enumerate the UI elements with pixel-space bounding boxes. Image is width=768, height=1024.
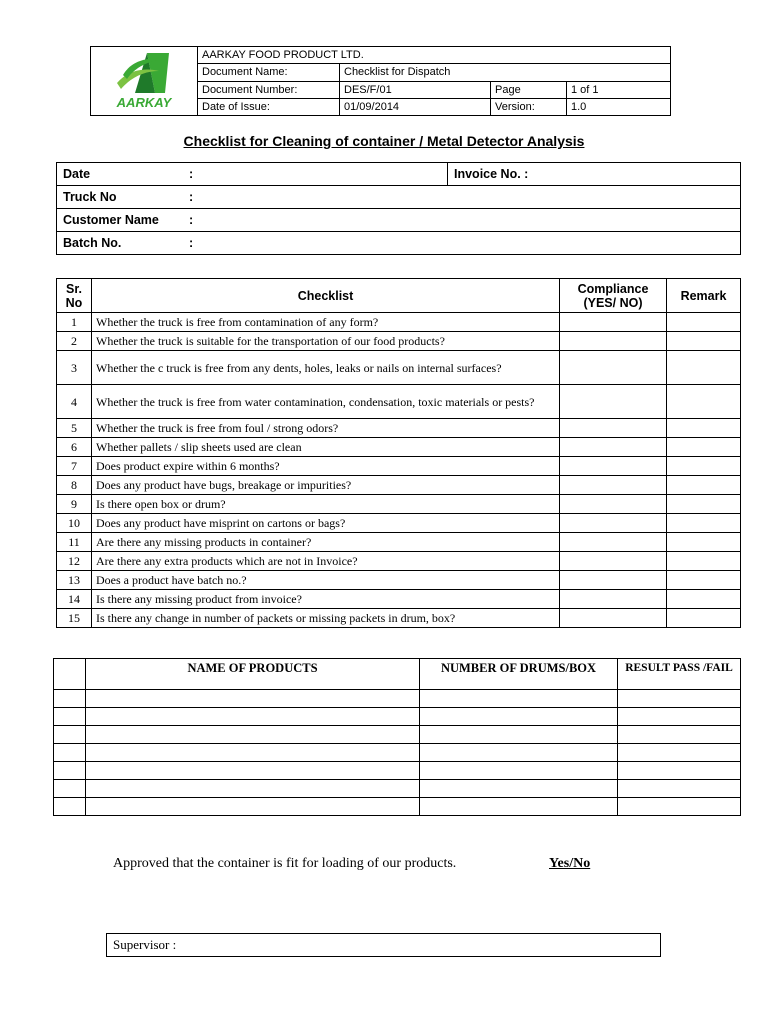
sr-no: 15 [57,609,92,628]
checklist-item: Does any product have misprint on cartons or bags? [92,514,560,533]
checklist-item: Are there any extra products which are not in Invoice? [92,552,560,571]
page-value: 1 of 1 [567,81,671,98]
remark-cell[interactable] [667,552,741,571]
checklist-row [57,609,741,628]
logo-text: AARKAY [116,94,172,110]
result-cell[interactable] [618,708,741,726]
sr-no: 6 [57,438,92,457]
sr-no: 13 [57,571,92,590]
result-header: RESULT PASS /FAIL [618,659,741,690]
company-name: AARKAY FOOD PRODUCT LTD. [198,47,671,64]
checklist-item: Whether pallets / slip sheets used are clean [92,438,560,457]
remark-cell[interactable] [667,332,741,351]
checklist-row [57,457,741,476]
remark-cell[interactable] [667,609,741,628]
checklist-item: Are there any missing products in container? [92,533,560,552]
remark-cell[interactable] [667,590,741,609]
supervisor-label: Supervisor : [113,937,177,952]
truck-label: Truck No [63,190,117,204]
supervisor-field[interactable] [106,933,661,957]
checklist-item: Whether the truck is free from foul / strong odors? [92,419,560,438]
invoice-field[interactable] [448,163,741,186]
batch-label: Batch No. [63,236,122,250]
products-blank-header [54,659,86,690]
product-name-cell[interactable] [86,744,420,762]
checklist-row [57,385,741,419]
compliance-cell[interactable] [560,332,667,351]
remark-cell[interactable] [667,457,741,476]
product-index-cell[interactable] [54,744,86,762]
product-row [54,708,741,726]
version-value: 1.0 [567,98,671,115]
page-label: Page [491,81,567,98]
result-cell[interactable] [618,798,741,816]
compliance-cell[interactable] [560,552,667,571]
result-cell[interactable] [618,726,741,744]
checklist-row [57,533,741,552]
version-label: Version: [491,98,567,115]
document-header [90,46,671,116]
product-name-cell[interactable] [86,726,420,744]
product-name-cell[interactable] [86,762,420,780]
checklist-row [57,419,741,438]
sr-no-header: Sr. No [57,279,92,313]
checklist-row [57,571,741,590]
drum-count-cell[interactable] [420,798,618,816]
checklist-row [57,514,741,533]
sr-no: 1 [57,313,92,332]
checklist-item: Does any product have bugs, breakage or impurities? [92,476,560,495]
compliance-cell[interactable] [560,385,667,419]
date-colon: : [189,167,194,181]
compliance-header: Compliance (YES/ NO) [560,279,667,313]
checklist-row [57,552,741,571]
sr-no: 7 [57,457,92,476]
drum-count-cell[interactable] [420,726,618,744]
compliance-cell[interactable] [560,571,667,590]
sr-no: 8 [57,476,92,495]
product-index-cell[interactable] [54,708,86,726]
product-row [54,726,741,744]
compliance-cell[interactable] [560,313,667,332]
checklist-row [57,476,741,495]
checklist-item: Whether the truck is free from contamination of any form? [92,313,560,332]
approval-yes-no[interactable]: Yes/No [549,856,591,871]
checklist-row [57,332,741,351]
checklist-item: Whether the truck is free from water contamination, condensation, toxic materials or pests? [92,385,560,419]
drum-count-cell[interactable] [420,708,618,726]
invoice-label: Invoice No. : [454,167,529,181]
sr-no: 5 [57,419,92,438]
doc-number-label: Document Number: [198,81,340,98]
product-index-cell[interactable] [54,726,86,744]
checklist-row [57,438,741,457]
checklist-item: Whether the truck is suitable for the transportation of our food products? [92,332,560,351]
remark-header: Remark [667,279,741,313]
remark-cell[interactable] [667,351,741,385]
truck-field[interactable] [57,186,741,209]
remark-cell[interactable] [667,476,741,495]
product-index-cell[interactable] [54,780,86,798]
sr-no: 10 [57,514,92,533]
product-index-cell[interactable] [54,762,86,780]
compliance-cell[interactable] [560,457,667,476]
sr-no: 11 [57,533,92,552]
checklist-item: Is there open box or drum? [92,495,560,514]
sr-no: 14 [57,590,92,609]
drum-count-cell[interactable] [420,744,618,762]
remark-cell[interactable] [667,514,741,533]
product-name-cell[interactable] [86,780,420,798]
batch-colon: : [189,236,194,250]
checklist-item: Does a product have batch no.? [92,571,560,590]
date-label: Date [63,167,91,181]
product-index-cell[interactable] [54,690,86,708]
drum-count-cell[interactable] [420,780,618,798]
sr-no: 4 [57,385,92,419]
checklist-row [57,590,741,609]
checklist-row [57,495,741,514]
remark-cell[interactable] [667,419,741,438]
result-cell[interactable] [618,690,741,708]
sr-no: 12 [57,552,92,571]
compliance-cell[interactable] [560,476,667,495]
product-row [54,690,741,708]
result-cell[interactable] [618,762,741,780]
compliance-cell[interactable] [560,495,667,514]
remark-cell[interactable] [667,438,741,457]
drum-count-header: NUMBER OF DRUMS/BOX [420,659,618,690]
checklist-item: Whether the c truck is free from any dents, holes, leaks or nails on internal surfaces? [92,351,560,385]
compliance-cell[interactable] [560,419,667,438]
issue-date-value: 01/09/2014 [340,98,491,115]
customer-field[interactable] [57,209,741,232]
product-row [54,798,741,816]
compliance-cell[interactable] [560,590,667,609]
date-field[interactable] [57,163,448,186]
compliance-cell[interactable] [560,533,667,552]
product-row [54,780,741,798]
compliance-cell[interactable] [560,351,667,385]
sr-no: 9 [57,495,92,514]
products-table [53,658,741,816]
company-logo [91,47,198,116]
checklist-item: Does product expire within 6 months? [92,457,560,476]
customer-label: Customer Name [63,213,159,227]
checklist-row [57,313,741,332]
doc-name-label: Document Name: [198,64,340,81]
checklist-row [57,351,741,385]
compliance-cell[interactable] [560,514,667,533]
remark-cell[interactable] [667,313,741,332]
remark-cell[interactable] [667,533,741,552]
checklist-table [56,278,741,628]
page-title: Checklist for Cleaning of container / Metal Detector Analysis [183,133,585,149]
product-name-cell[interactable] [86,708,420,726]
doc-number-value: DES/F/01 [340,81,491,98]
result-cell[interactable] [618,744,741,762]
sr-no: 2 [57,332,92,351]
drum-count-cell[interactable] [420,762,618,780]
remark-cell[interactable] [667,385,741,419]
approval-statement: Approved that the container is fit for loading of our products. [113,856,457,871]
checklist-item: Is there any missing product from invoice? [92,590,560,609]
batch-field[interactable] [57,232,741,255]
product-row [54,762,741,780]
dispatch-info-table [56,162,741,255]
remark-cell[interactable] [667,571,741,590]
checklist-item: Is there any change in number of packets or missing packets in drum, box? [92,609,560,628]
customer-colon: : [189,213,194,227]
product-name-cell[interactable] [86,798,420,816]
drum-count-cell[interactable] [420,690,618,708]
product-index-cell[interactable] [54,798,86,816]
compliance-cell[interactable] [560,438,667,457]
product-name-cell[interactable] [86,690,420,708]
result-cell[interactable] [618,780,741,798]
remark-cell[interactable] [667,495,741,514]
issue-date-label: Date of Issue: [198,98,340,115]
checklist-header: Checklist [92,279,560,313]
product-row [54,744,741,762]
sr-no: 3 [57,351,92,385]
doc-name-value: Checklist for Dispatch [340,64,671,81]
aarkay-logo-icon [109,49,179,111]
compliance-cell[interactable] [560,609,667,628]
truck-colon: : [189,190,194,204]
product-name-header: NAME OF PRODUCTS [86,659,420,690]
